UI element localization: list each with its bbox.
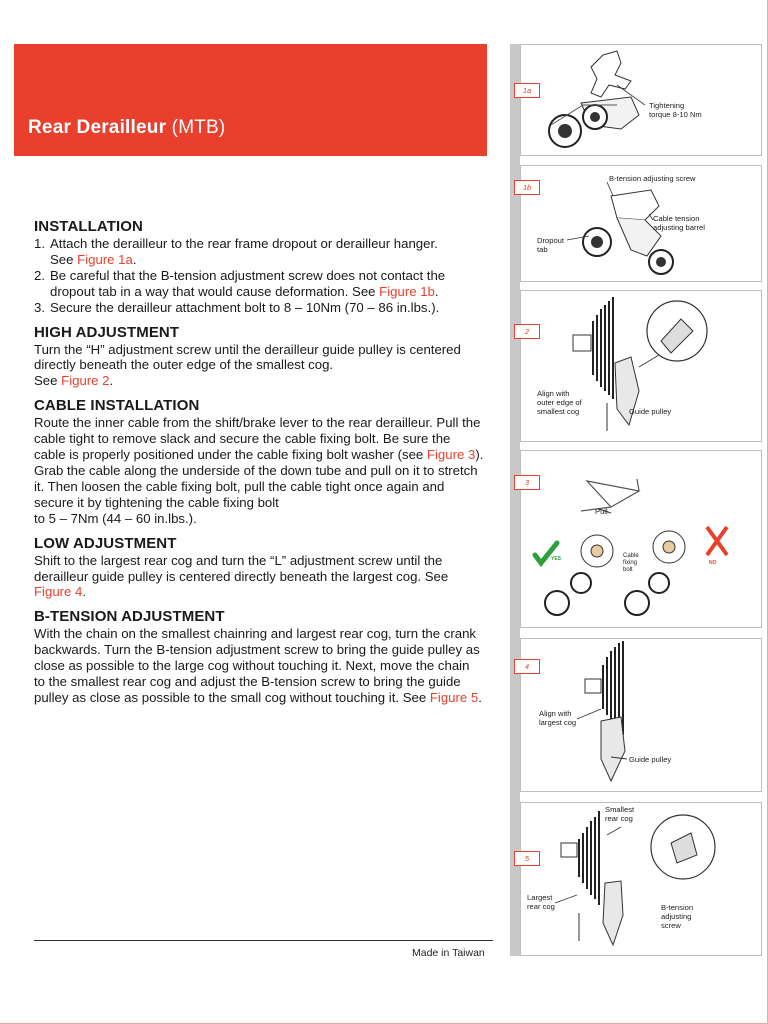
- cassette-illustration: [521, 291, 761, 441]
- list-item: [34, 300, 484, 316]
- paragraph-text: ).: [475, 447, 484, 463]
- paragraph: [34, 342, 484, 390]
- installation-heading: INSTALLATION: [34, 218, 143, 235]
- pull-label: Pull: [595, 507, 608, 516]
- paragraph-text: Grab the cable along the underside of the down tube and pull on it to stretch it. Then loosen the cable fixing bolt, pull the cable tight once again and secure it by tightening the cable fixing bolt: [34, 462, 478, 510]
- derailleur-illustration: [521, 45, 761, 155]
- frame-and-cable-illustration: [521, 451, 761, 627]
- paragraph: [34, 553, 484, 601]
- paragraph-text: Route the inner cable from the shift/brake lever to the rear derailleur. Pull the cable tight to remove slack and secure the cable fixing bolt. Be sure the cable is properly positioned under the cable fixing bolt washer (see: [34, 415, 481, 463]
- figure-1b: [520, 165, 762, 282]
- paragraph: [34, 415, 484, 463]
- figure-tag: 1a: [514, 83, 540, 98]
- footer-rule: [34, 940, 493, 941]
- figure-5: [520, 802, 762, 956]
- item-number: 3.: [34, 299, 45, 315]
- label-line: Cable tension: [653, 214, 700, 223]
- figure-4: [520, 638, 762, 792]
- figure-tag: 3: [514, 475, 540, 490]
- align-label: [539, 709, 576, 727]
- page-title: [28, 117, 225, 139]
- dropout-tab-label: [537, 236, 564, 254]
- paragraph-text: See: [34, 373, 62, 389]
- figure-tag: 5: [514, 851, 540, 866]
- item-number: 1.: [34, 236, 45, 251]
- cable-installation-heading: CABLE INSTALLATION: [34, 397, 200, 415]
- item-number: 2.: [34, 267, 45, 283]
- no-label: NO: [709, 560, 717, 566]
- paragraph-text: Shift to the largest rear cog and turn the “L” adjustment screw until the derailleur guide pulley is centered directly beneath the largest cog. See: [34, 552, 449, 584]
- derailleur-illustration: [521, 166, 761, 281]
- figure-link[interactable]: Figure 4: [34, 584, 83, 600]
- low-adjustment-heading: LOW ADJUSTMENT: [34, 534, 177, 552]
- high-adjustment-section: [34, 324, 484, 390]
- label-line: Align with: [537, 389, 570, 398]
- label-line: screw: [661, 921, 681, 930]
- label-line: adjusting: [661, 912, 692, 921]
- cable-installation-section: [34, 397, 484, 526]
- figure-link[interactable]: Figure 2: [61, 373, 110, 389]
- label-line: Largest: [527, 893, 553, 902]
- label-line: Smallest: [605, 805, 635, 814]
- label-line: rear cog: [605, 814, 633, 823]
- figure-link[interactable]: Figure 5: [429, 689, 479, 705]
- paragraph-text: to 5 – 7Nm (44 – 60 in.lbs.).: [34, 510, 197, 526]
- label-line: bolt: [623, 567, 633, 573]
- figure-tag: 4: [514, 659, 540, 674]
- cable-fixing-bolt-label: [623, 553, 639, 574]
- figure-tag: 2: [514, 324, 540, 339]
- figure-link[interactable]: Figure 1b: [379, 283, 435, 299]
- b-tension-screw-label: [661, 903, 693, 930]
- figure-1a: [520, 44, 762, 156]
- list-item: [34, 236, 484, 268]
- label-line: smallest cog: [537, 407, 580, 416]
- smallest-cog-label: [605, 805, 634, 823]
- paragraph-text: Turn the “H” adjustment screw until the derailleur guide pulley is centered directly beneath the outer edge of the smallest cog.: [34, 341, 461, 373]
- cassette-illustration: [521, 803, 761, 955]
- label-line: fixing: [623, 560, 638, 566]
- torque-label: [649, 101, 702, 119]
- label-line: B-tension: [661, 903, 694, 912]
- figure-3: [520, 450, 762, 628]
- b-tension-screw-label: B-tension adjusting screw: [609, 174, 696, 183]
- figure-link[interactable]: Figure 1a: [77, 251, 133, 267]
- label-line: Cable: [623, 553, 639, 559]
- guide-pulley-label: Guide pulley: [629, 755, 672, 764]
- item-text: Secure the derailleur attachment bolt to 8 – 10Nm (70 – 86 in.lbs.).: [50, 299, 440, 315]
- instructions: [34, 218, 484, 714]
- title-paren: (MTB): [171, 117, 226, 138]
- barrel-label: [653, 214, 705, 232]
- b-tension-section: [34, 608, 484, 706]
- paragraph-text: .: [82, 584, 87, 600]
- figure-tag: 1b: [514, 180, 540, 195]
- title-banner: [14, 44, 487, 156]
- item-text: See: [50, 251, 78, 267]
- label-line: Tightening: [649, 101, 685, 110]
- label-line: rear cog: [527, 902, 555, 911]
- paragraph-text: .: [109, 373, 114, 389]
- paragraph: [34, 463, 484, 527]
- paragraph: [34, 626, 484, 706]
- label-line: tab: [537, 245, 548, 254]
- item-text: Attach the derailleur to the rear frame dropout or derailleur hanger.: [50, 236, 438, 251]
- guide-pulley-label: Guide pulley: [629, 407, 672, 416]
- label-line: Align with: [539, 709, 572, 718]
- title-main: Rear Derailleur: [28, 117, 167, 138]
- b-tension-heading: B-TENSION ADJUSTMENT: [34, 608, 225, 626]
- label-line: Dropout: [537, 236, 565, 245]
- item-text: Be careful that the B-tension adjustment screw does not contact the dropout tab in a way that would cause deformation. See: [50, 267, 446, 299]
- paragraph-text: .: [478, 689, 482, 705]
- label-line: outer edge of: [537, 398, 582, 407]
- label-line: torque 8-10 Nm: [649, 110, 702, 119]
- list-item: [34, 268, 484, 300]
- footer-text: Made in Taiwan: [412, 947, 485, 959]
- label-line: adjusting barrel: [653, 223, 705, 232]
- largest-cog-label: [527, 893, 555, 911]
- installation-section: [34, 218, 484, 316]
- figure-link[interactable]: Figure 3: [426, 447, 476, 463]
- label-line: largest cog: [539, 718, 577, 727]
- align-label: [537, 389, 582, 416]
- item-text: .: [132, 251, 137, 267]
- figure-2: [520, 290, 762, 442]
- paragraph-text: With the chain on the smallest chainring and largest rear cog, turn the crank backwards. Turn the B-tension adjustment screw to bring the guide pulley as close as possible to the large cog without touching it. Next, move the chain to the smallest rear cog and adjust the B-tension screw to bring the guide pulley as close as possible to the small cog without touching it. See: [34, 626, 480, 705]
- low-adjustment-section: [34, 535, 484, 601]
- installation-list: [34, 236, 484, 316]
- yes-label: YES: [551, 556, 562, 562]
- item-text: .: [434, 283, 439, 299]
- high-adjustment-heading: HIGH ADJUSTMENT: [34, 323, 180, 341]
